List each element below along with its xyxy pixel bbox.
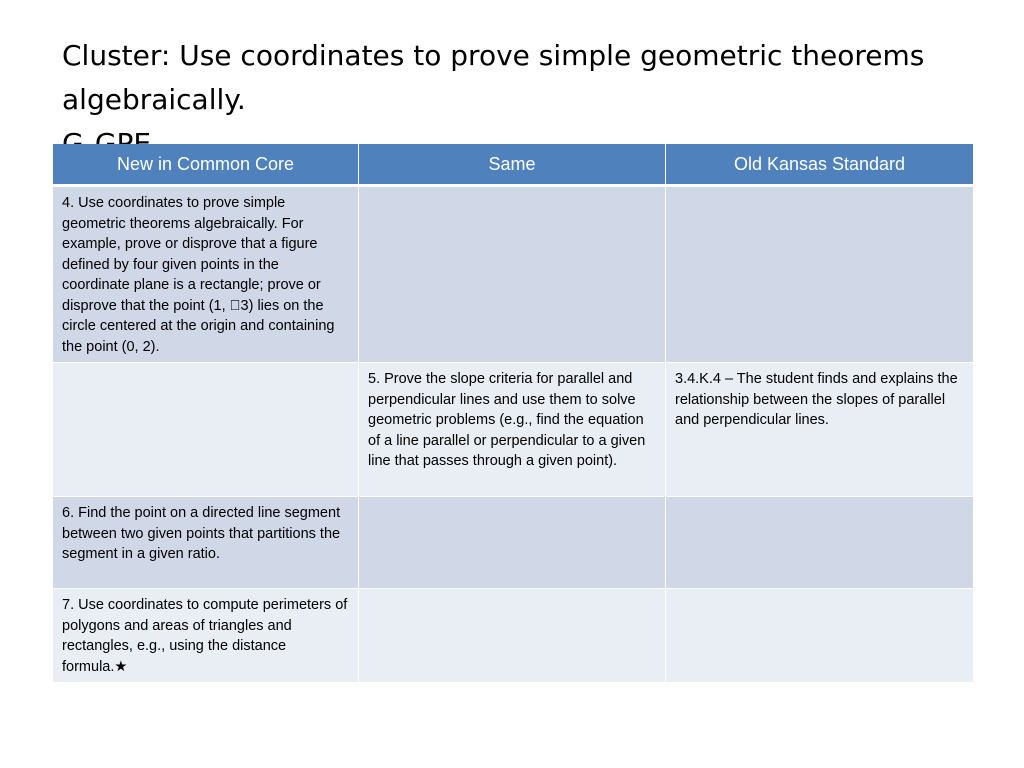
table-cell-old — [666, 589, 974, 683]
table-cell-same — [359, 186, 666, 363]
header-same: Same — [359, 144, 666, 186]
header-new-in-common-core: New in Common Core — [53, 144, 359, 186]
table-cell-new: 6. Find the point on a directed line segment between two given points that partitions the segment in a given ratio. — [53, 497, 359, 589]
table-row — [53, 363, 974, 497]
title-line-1: Cluster: Use coordinates to prove simple geometric theorems — [62, 39, 925, 72]
table-cell-same — [359, 589, 666, 683]
table-cell-old: 3.4.K.4 – The student finds and explains the relationship between the slopes of parallel and perpendicular lines. — [666, 363, 974, 497]
table-cell-old — [666, 186, 974, 363]
table-row — [53, 497, 974, 589]
table-cell-same: 5. Prove the slope criteria for parallel and perpendicular lines and use them to solve geometric problems (e.g., find the equation of a line parallel or perpendicular to a given line that passes through a given point). — [359, 363, 666, 497]
table-header-row — [53, 144, 974, 186]
table-cell-new — [53, 363, 359, 497]
table-row — [53, 186, 974, 363]
slide-title — [62, 34, 982, 142]
table-row — [53, 589, 974, 683]
title-line-2: algebraically. — [62, 83, 246, 116]
standards-table — [52, 144, 974, 683]
table-cell-old — [666, 497, 974, 589]
table-cell-same — [359, 497, 666, 589]
table-cell-new: 4. Use coordinates to prove simple geometric theorems algebraically. For example, prove or disprove that a figure defined by four given points in the coordinate plane is a rectangle; prove or disprove that the point (1, 3) lies on the circle centered at the origin and containing the point (0, 2). — [53, 186, 359, 363]
header-old-kansas-standard: Old Kansas Standard — [666, 144, 974, 186]
table-cell-new: 7. Use coordinates to compute perimeters of polygons and areas of triangles and rectangles, e.g., using the distance formula.★ — [53, 589, 359, 683]
